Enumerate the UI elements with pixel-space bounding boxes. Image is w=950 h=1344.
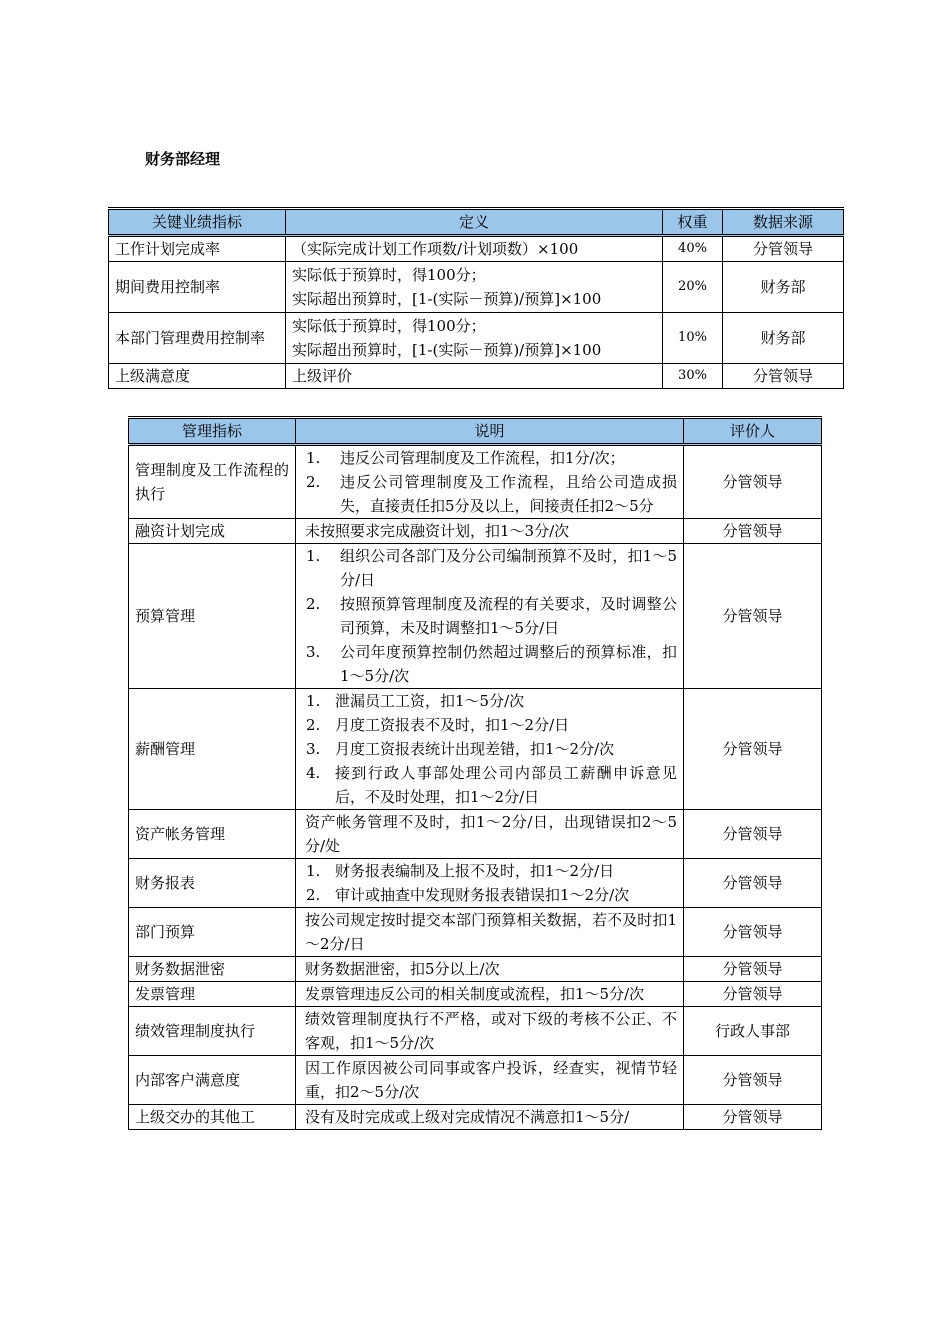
table-row [129,1056,822,1105]
description-text: 资产帐务管理不及时，扣1～2分/日，出现错误扣2～5分/处 [305,813,677,855]
page-title: 财务部经理 [145,150,221,168]
kpi-name: 上级满意度 [109,364,286,389]
list-number: 1. [306,547,321,565]
mgmt-header-rater: 评价人 [684,418,822,445]
kpi-name: 期间费用控制率 [109,262,286,313]
mgmt-description [296,982,684,1007]
kpi-header-source: 数据来源 [723,209,844,236]
list-text: 月度工资报表不及时，扣1～2分/日 [335,716,570,734]
table-row [129,1105,822,1130]
list-text: 财务报表编制及上报不及时，扣1～2分/日 [335,862,615,880]
description-text: 未按照要求完成融资计划，扣1～3分/次 [305,522,570,540]
definition-line: （实际完成计划工作项数/计划项数）×100 [292,240,579,258]
kpi-definition [286,313,663,364]
kpi-header-weight: 权重 [663,209,723,236]
mgmt-description [296,908,684,957]
table-row [109,313,844,364]
mgmt-rater: 分管领导 [684,445,822,519]
mgmt-rater: 分管领导 [684,1105,822,1130]
list-text: 接到行政人事部处理公司内部员工薪酬申诉意见后，不及时处理，扣1～2分/日 [335,764,677,806]
description-text: 财务数据泄密，扣5分以上/次 [305,960,500,978]
table-row [129,445,822,519]
description-list [306,544,677,688]
list-text: 违反公司管理制度及工作流程，扣1分/次； [340,449,625,467]
table-row [129,810,822,859]
kpi-source: 分管领导 [723,236,844,262]
description-list [306,859,677,907]
mgmt-indicator: 内部客户满意度 [129,1056,296,1105]
mgmt-indicator: 绩效管理制度执行 [129,1007,296,1056]
kpi-definition [286,236,663,262]
list-item [306,761,677,809]
list-number: 2. [306,716,321,734]
list-text: 月度工资报表统计出现差错，扣1～2分/次 [335,740,615,758]
list-item [306,640,677,688]
mgmt-description [296,957,684,982]
mgmt-rater: 分管领导 [684,859,822,908]
kpi-definition [286,364,663,389]
mgmt-description [296,859,684,908]
kpi-definition [286,262,663,313]
mgmt-rater: 分管领导 [684,544,822,689]
mgmt-description [296,519,684,544]
table-row [129,689,822,810]
list-item [306,713,677,737]
mgmt-header-indicator: 管理指标 [129,418,296,445]
mgmt-rater: 行政人事部 [684,1007,822,1056]
mgmt-rater: 分管领导 [684,908,822,957]
list-number: 1. [306,449,321,467]
definition-line: 实际低于预算时，得100分； [292,317,486,335]
mgmt-rater: 分管领导 [684,982,822,1007]
list-text: 违反公司管理制度及工作流程，且给公司造成损失，直接责任扣5分及以上，间接责任扣2～5分 [340,473,677,515]
list-number: 2. [306,886,321,904]
list-item [306,859,677,883]
mgmt-rater: 分管领导 [684,519,822,544]
management-table [128,416,822,1130]
kpi-source: 分管领导 [723,364,844,389]
list-item [306,883,677,907]
kpi-name: 工作计划完成率 [109,236,286,262]
definition-line: 实际低于预算时，得100分； [292,266,486,284]
mgmt-indicator: 发票管理 [129,982,296,1007]
mgmt-header-row [129,418,822,445]
kpi-name: 本部门管理费用控制率 [109,313,286,364]
table-row [129,982,822,1007]
list-item [306,737,677,761]
list-number: 2. [306,595,321,613]
kpi-header-definition: 定义 [286,209,663,236]
description-list [306,446,677,518]
mgmt-description [296,1105,684,1130]
list-number: 4. [306,764,321,782]
table-row [129,859,822,908]
list-text: 公司年度预算控制仍然超过调整后的预算标准，扣1～5分/次 [340,643,677,685]
definition-line: 实际超出预算时，[1-(实际－预算)/预算]×100 [292,341,602,359]
mgmt-indicator: 管理制度及工作流程的执行 [129,445,296,519]
table-row [129,1007,822,1056]
mgmt-rater: 分管领导 [684,1056,822,1105]
mgmt-rater: 分管领导 [684,689,822,810]
kpi-header-indicator: 关键业绩指标 [109,209,286,236]
kpi-source: 财务部 [723,262,844,313]
list-text: 按照预算管理制度及流程的有关要求，及时调整公司预算，未及时调整扣1～5分/日 [340,595,677,637]
kpi-weight: 10% [663,313,723,364]
mgmt-description [296,810,684,859]
list-number: 1. [306,692,321,710]
list-text: 组织公司各部门及分公司编制预算不及时，扣1～5分/日 [340,547,677,589]
list-text: 审计或抽查中发现财务报表错误扣1～2分/次 [335,886,630,904]
description-text: 绩效管理制度执行不严格，或对下级的考核不公正、不客观，扣1～5分/次 [305,1010,677,1052]
list-item [306,446,677,470]
mgmt-description [296,1056,684,1105]
list-number: 3. [306,740,321,758]
kpi-weight: 40% [663,236,723,262]
table-row [129,544,822,689]
mgmt-rater: 分管领导 [684,810,822,859]
kpi-weight: 20% [663,262,723,313]
description-text: 发票管理违反公司的相关制度或流程，扣1～5分/次 [305,985,645,1003]
list-item [306,544,677,592]
description-text: 没有及时完成或上级对完成情况不满意扣1～5分/ [305,1108,630,1126]
mgmt-description [296,1007,684,1056]
list-text: 泄漏员工工资，扣1～5分/次 [335,692,525,710]
list-item [306,689,677,713]
mgmt-indicator: 上级交办的其他工 [129,1105,296,1130]
table-row [109,364,844,389]
mgmt-indicator: 融资计划完成 [129,519,296,544]
kpi-table [108,207,844,389]
list-item [306,470,677,518]
description-text: 按公司规定按时提交本部门预算相关数据，若不及时扣1～2分/日 [305,911,677,953]
kpi-weight: 30% [663,364,723,389]
list-number: 1. [306,862,321,880]
mgmt-indicator: 薪酬管理 [129,689,296,810]
mgmt-rater: 分管领导 [684,957,822,982]
mgmt-indicator: 财务报表 [129,859,296,908]
mgmt-description [296,445,684,519]
description-list [306,689,677,809]
table-row [129,957,822,982]
list-number: 3. [306,643,321,661]
description-text: 因工作原因被公司同事或客户投诉，经查实，视情节轻重，扣2～5分/次 [305,1059,677,1101]
mgmt-indicator: 财务数据泄密 [129,957,296,982]
mgmt-description [296,544,684,689]
mgmt-indicator: 预算管理 [129,544,296,689]
list-item [306,592,677,640]
definition-line: 上级评价 [292,367,353,385]
table-row [109,236,844,262]
mgmt-indicator: 部门预算 [129,908,296,957]
table-row [129,519,822,544]
mgmt-header-description: 说明 [296,418,684,445]
mgmt-indicator: 资产帐务管理 [129,810,296,859]
kpi-source: 财务部 [723,313,844,364]
kpi-header-row [109,209,844,236]
mgmt-description [296,689,684,810]
list-number: 2. [306,473,321,491]
definition-line: 实际超出预算时，[1-(实际－预算)/预算]×100 [292,290,602,308]
table-row [109,262,844,313]
table-row [129,908,822,957]
